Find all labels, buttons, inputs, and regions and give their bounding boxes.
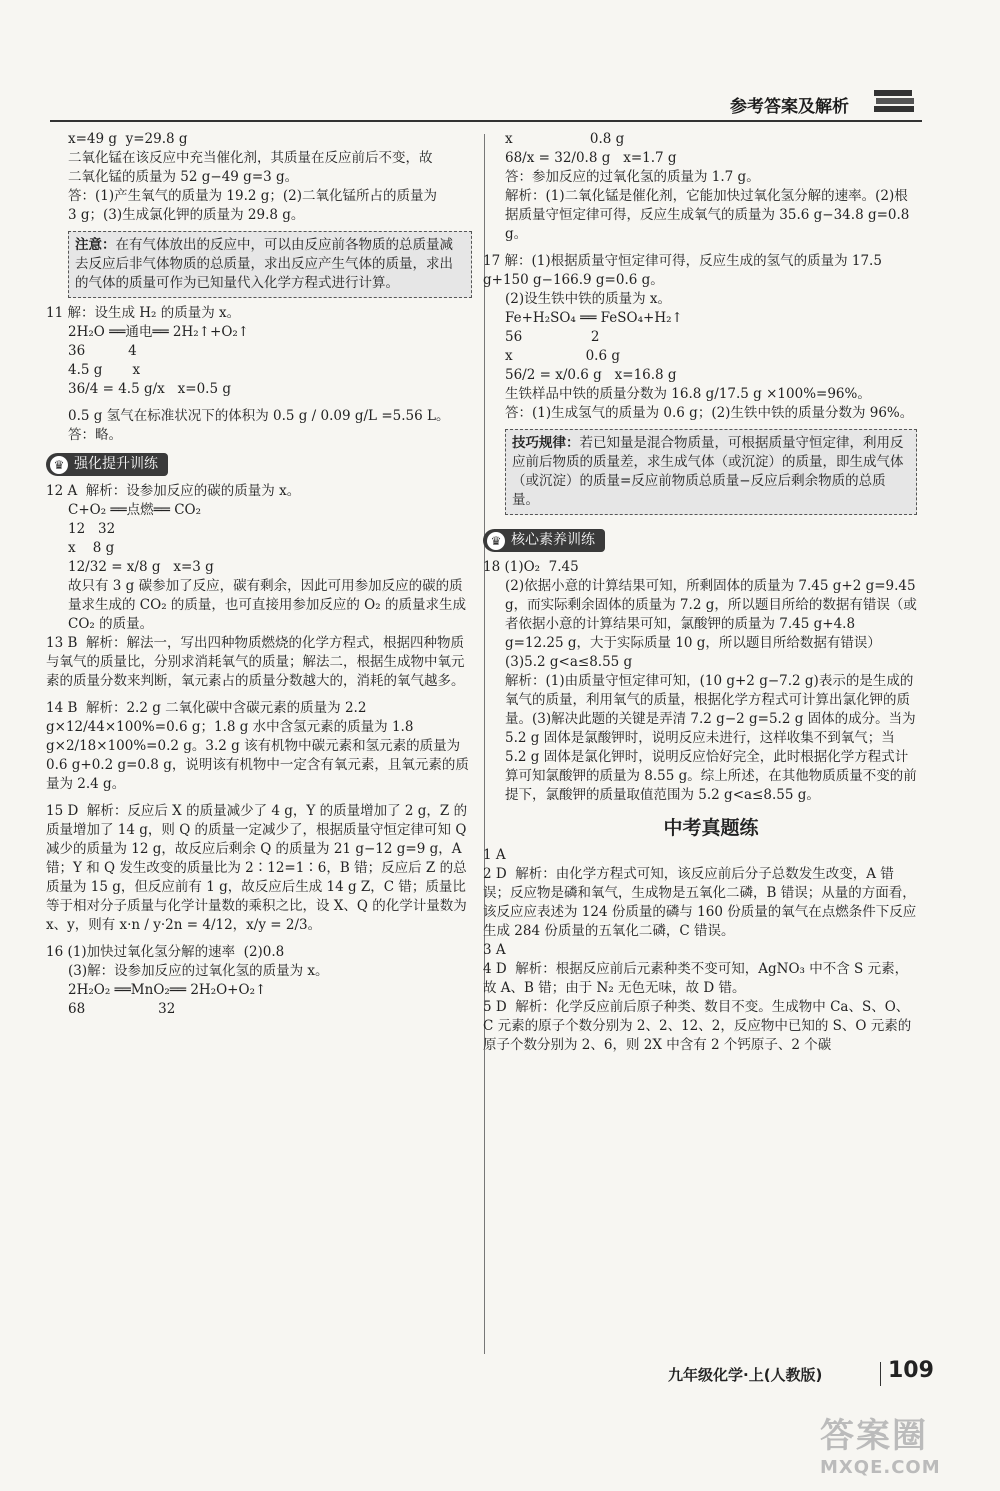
equation-line: 36 4 xyxy=(68,343,137,359)
text-line: 答：(1)产生氧气的质量为 19.2 g；(2)二氧化锰所占的质量为 xyxy=(68,188,438,204)
tip-box xyxy=(505,429,917,515)
equation-line: 12/32 = x/8 g x=3 g xyxy=(68,559,214,575)
equation-line: x 0.8 g xyxy=(505,131,625,147)
text-line: 0.5 g 氢气在标准状况下的体积为 0.5 g / 0.09 g/L =5.56 L。 xyxy=(68,408,450,424)
text-line: 3 g；(3)生成氯化钾的质量为 29.8 g。 xyxy=(68,207,305,223)
exam-question-5: 5 D 解析：化学反应前后原子种类、数目不变。生成物中 Ca、S、O、C 元素的原子个数分别为 2、2、12、2，反应物中已知的 S、O 元素的原子个数分别为 2、6，则 2X 中含有 2 个钙原子、2 个碳 xyxy=(483,999,912,1053)
equation: 2H₂O₂ ══MnO₂══ 2H₂O+O₂↑ xyxy=(68,982,267,998)
equation-line: x 0.6 g xyxy=(505,348,620,364)
equation-line: 56 2 xyxy=(505,329,600,345)
equation: Fe+H₂SO₄ ══ FeSO₄+H₂↑ xyxy=(505,310,683,326)
exam-question-2: 2 D 解析：由化学方程式可知，该反应前后分子总数发生改变，A 错误；反应物是磷和氧气，生成物是五氧化二磷，B 错误；从量的方面看，该反应应表述为 124 份质量的磷与 160 份质量的氧气在点燃条件下反应生成 284 份质量的五氧化二磷，C 错误。 xyxy=(483,866,917,939)
crown-icon: ♛ xyxy=(487,532,505,550)
section-heading-exam: 中考真题练 xyxy=(663,817,759,839)
column-divider xyxy=(484,134,485,1354)
section-heading-core: ♛ 核心素养训练 xyxy=(483,529,605,552)
section-heading-strengthen: ♛ 强化提升训练 xyxy=(46,453,168,476)
question-17: 17 解：(1)根据质量守恒定律可得，反应生成的氢气的质量为 17.5 g+150 g−166.9 g=0.6 g。 xyxy=(483,253,887,288)
exam-question-4: 4 D 解析：根据反应前后元素种类不变可知，AgNO₃ 中不含 S 元素，故 A、B 错；由于 N₂ 无色无味，故 D 错。 xyxy=(483,961,909,996)
question-11: 11 解：设生成 H₂ 的质量为 x。 xyxy=(46,305,241,321)
header-rule xyxy=(50,120,922,122)
equation-line: 68 32 xyxy=(68,1001,176,1017)
page-number: 109 xyxy=(888,1358,934,1383)
footer-book-title: 九年级化学·上(人教版) xyxy=(668,1366,823,1384)
text-line: (3)5.2 g<a≤8.55 g xyxy=(505,654,633,670)
equation-line: 36/4 = 4.5 g/x x=0.5 g xyxy=(68,381,231,397)
text-line: 二氧化锰在该反应中充当催化剂，其质量在反应前后不变，故 xyxy=(68,150,433,166)
exam-question-3: 3 A xyxy=(483,942,506,958)
question-13: 13 B 解析：解法一，写出四种物质燃烧的化学方程式，根据四种物质与氧气的质量比，分别求消耗氧气的质量；解法二，根据生成物中氧元素的质量分数来判断，氧元素占的质量分数越大的，消耗的氧气越多。 xyxy=(46,635,465,689)
watermark xyxy=(820,1408,941,1478)
equation: C+O₂ ══点燃══ CO₂ xyxy=(68,502,202,518)
text-line: 生铁样品中铁的质量分数为 16.8 g/17.5 g ×100%=96%。 xyxy=(505,386,871,402)
footer-separator xyxy=(880,1362,881,1386)
tip-label: 技巧规律： xyxy=(512,435,580,451)
text-line: 解析：(1)二氧化锰是催化剂，它能加快过氧化氢分解的速率。(2)根据质量守恒定律可得，反应生成氧气的质量为 35.6 g−34.8 g=0.8 g。 xyxy=(505,188,914,242)
text-line: (3)解：设参加反应的过氧化氢的质量为 x。 xyxy=(68,963,329,979)
question-16: 16 (1)加快过氧化氢分解的速率 (2)0.8 xyxy=(46,944,285,960)
left-column xyxy=(46,130,472,1019)
equation-line: x 8 g xyxy=(68,540,115,556)
text-line: 解析：(1)由质量守恒定律可知，(10 g+2 g−7.2 g)表示的是生成的氧气的质量，利用氧气的质量，根据化学方程式可计算出氯化钾的质量。(3)解决此题的关键是弄清 7.2 g−2 g=5.2 g 固体的成分。当为 5.2 g 固体是氯酸钾时，说明反应未进行，这样收集不到氧气；当 5.2 g 固体是氯化钾时，说明反应恰好完全，此时根据化学方程式计算可知氯酸钾的质量为 8.55 g。综上所述，在其他物质质量不变的前提下，氯酸钾的质量取值范围为 5.2 g<a≤8.55 g。 xyxy=(505,673,920,803)
exam-question-1: 1 A xyxy=(483,847,506,863)
note-text: 在有气体放出的反应中，可以由反应前各物质的总质量减去反应后非气体物质的总质量，求出反应产生气体的质量，求出的气体的质量可作为已知量代入化学方程式进行计算。 xyxy=(75,237,453,291)
right-column xyxy=(483,130,920,1055)
text-line: (2)设生铁中铁的质量为 x。 xyxy=(505,291,672,307)
tip-text: 若已知量是混合物质量，可根据质量守恒定律，利用反应前后物质的质量差，求生成气体（或沉淀）的质量，即生成气体（或沉淀）的质量=反应前物质总质量−反应后剩余物质的总质量。 xyxy=(512,435,904,508)
text-line: 故只有 3 g 碳参加了反应，碳有剩余，因此可用参加反应的碳的质量求生成的 CO₂ 的质量，也可直接用参加反应的 O₂ 的质量求生成 CO₂ 的质量。 xyxy=(68,578,471,632)
note-box xyxy=(68,231,472,298)
question-14: 14 B 解析：2.2 g 二氧化碳中含碳元素的质量为 2.2 g×12/44×100%=0.6 g；1.8 g 水中含氢元素的质量为 1.8 g×2/18×100%=0.2 g。3.2 g 该有机物中碳元素和氢元素的质量为0.6 g+0.2 g=0.8 g，说明该有机物中一定含有氧元素，且氧元素的质量为 2.4 g。 xyxy=(46,700,469,792)
text-line: x=49 g y=29.8 g xyxy=(68,131,188,147)
question-18: 18 (1)O₂ 7.45 xyxy=(483,559,579,575)
equation-line: 12 32 xyxy=(68,521,116,537)
text-line: 二氧化锰的质量为 52 g−49 g=3 g。 xyxy=(68,169,299,185)
text-line: 答：(1)生成氢气的质量为 0.6 g；(2)生铁中铁的质量分数为 96%。 xyxy=(505,405,914,421)
watermark-logo: 答案圈 xyxy=(820,1416,928,1456)
question-12: 12 A 解析：设参加反应的碳的质量为 x。 xyxy=(46,483,301,499)
question-15: 15 D 解析：反应后 X 的质量减少了 4 g，Y 的质量增加了 2 g，Z 的质量增加了 14 g，则 Q 的质量一定减少了，根据质量守恒定律可知 Q 减少的质量为 12 g，故反应后剩余 Q 的质量为 21 g−12 g=9 g，A 错；Y 和 Q 发生改变的质量比为 2∶12=1∶6，B 错；反应后 Z 的总质量为 15 g，但反应前有 1 g，故反应后生成 14 g Z，C 错；质量比等于相对分子质量与化学计量数的乘积之比，设 X、Q 的化学计量数为 x、y，则有 x·n / y·2n = 4/12，x/y = 2/3。 xyxy=(46,803,472,933)
text-line: 答：参加反应的过氧化氢的质量为 1.7 g。 xyxy=(505,169,760,185)
equation-line: 56/2 = x/0.6 g x=16.8 g xyxy=(505,367,677,383)
note-label: 注意： xyxy=(75,237,116,253)
crown-icon: ♛ xyxy=(50,456,68,474)
page-header-title: 参考答案及解析 xyxy=(730,97,849,117)
equation: 2H₂O ══通电══ 2H₂↑+O₂↑ xyxy=(68,324,250,340)
books-icon xyxy=(872,86,916,116)
text-line: 答：略。 xyxy=(68,427,122,443)
equation-line: 68/x = 32/0.8 g x=1.7 g xyxy=(505,150,677,166)
text-line: (2)依据小意的计算结果可知，所剩固体的质量为 7.45 g+2 g=9.45 g，而实际剩余固体的质量为 7.2 g，所以题目所给的数据有错误（或者依据小意的计算结果可知，氯酸钾的质量为 7.45 g+4.8 g=12.25 g，大于实际质量 10 g，所以题目所给数据有错误） xyxy=(505,578,920,651)
equation-line: 4.5 g x xyxy=(68,362,141,378)
watermark-url: MXQE.COM xyxy=(820,1457,941,1478)
